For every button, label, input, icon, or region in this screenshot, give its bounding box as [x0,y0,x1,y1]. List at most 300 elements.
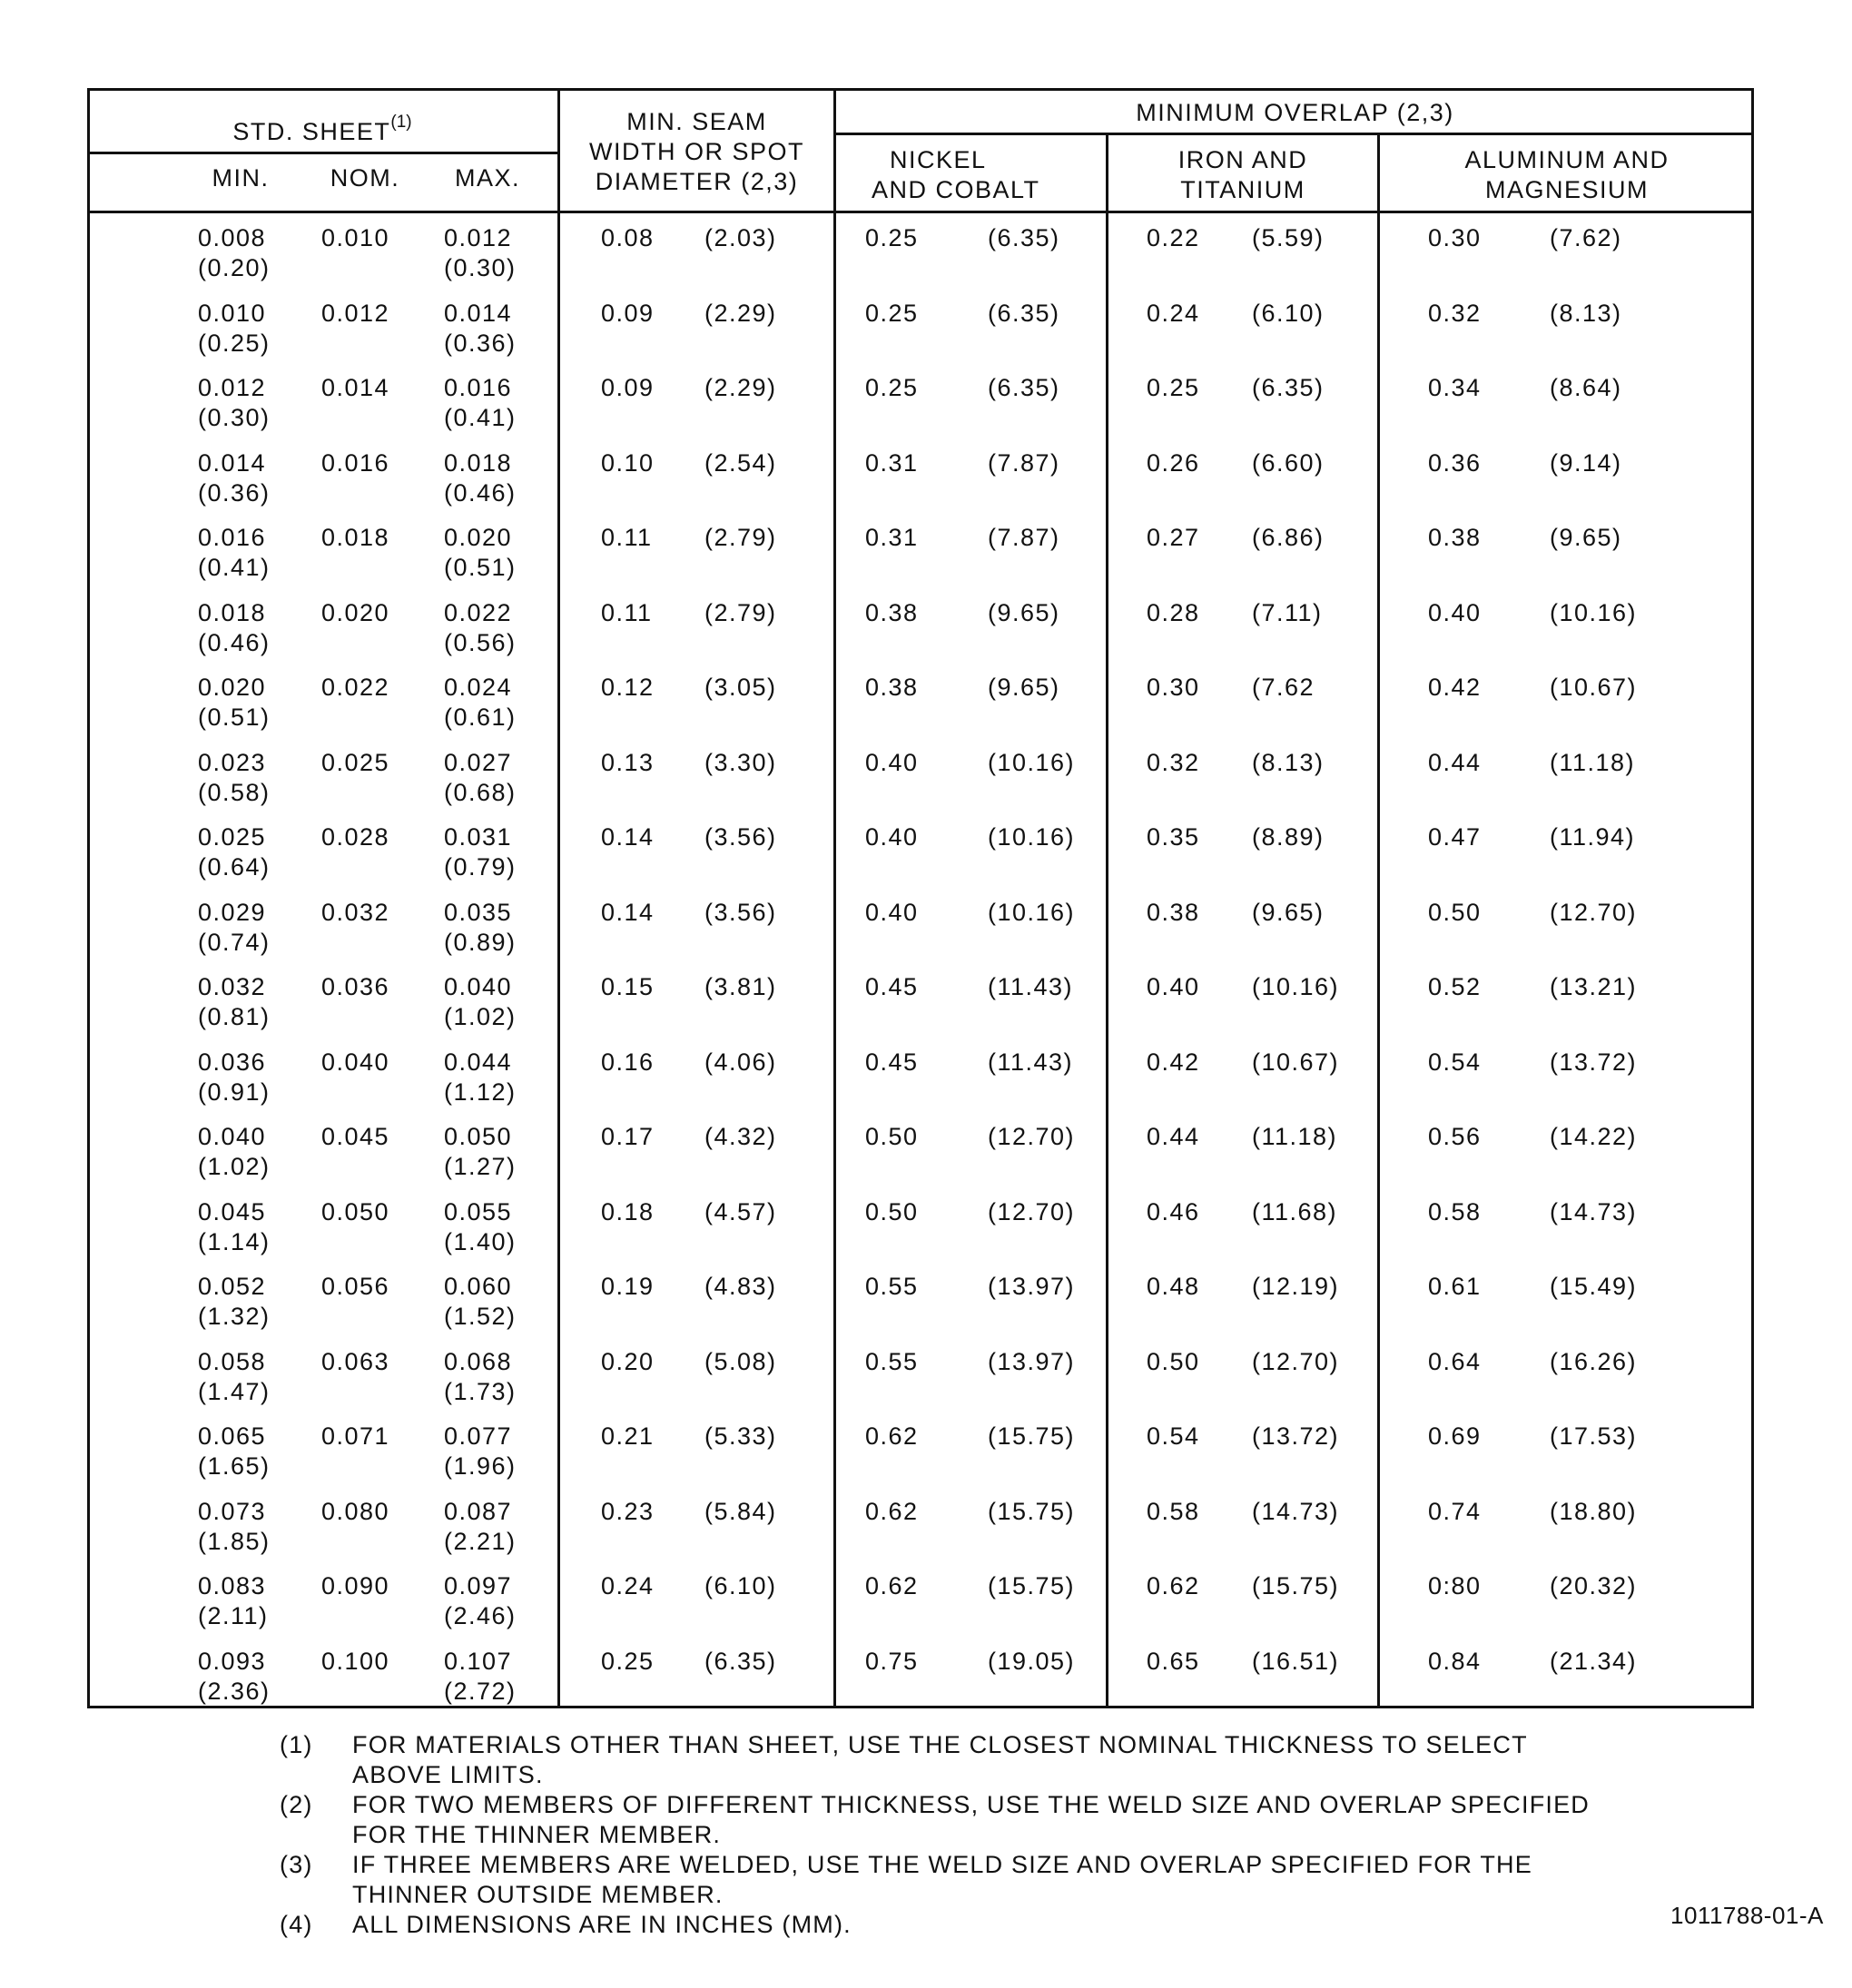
nickel-inch-value: 0.62 [865,1497,919,1525]
iron-mm-value: (12.70) [1252,1347,1340,1375]
nickel-mm-value: (11.43) [988,973,1074,1000]
min-header: MIN. [212,164,270,192]
nickel-inch-value: 0.25 [865,299,919,327]
iron-mm-value: (8.89) [1252,823,1325,851]
aluminum-mm-value: (10.16) [1550,598,1638,626]
seam-mm-value: (3.81) [704,973,777,1000]
max-mm-value: (2.46) [444,1602,517,1629]
nickel-inch-value: 0.38 [865,598,919,626]
seam-mm-value: (4.83) [704,1273,777,1300]
max-mm-value: (0.79) [444,853,517,881]
iron-inch-value: 0.62 [1147,1572,1200,1599]
max-inch-value: 0.018 [444,448,513,477]
min-mm-value: (1.02) [198,1153,271,1180]
min-mm-value: (0.58) [198,778,271,806]
seam-inch-value: 0.11 [601,598,653,626]
footnote-number: (1) [280,1731,313,1758]
seam-mm-value: (2.79) [704,598,777,626]
seam-mm-value: (6.10) [704,1572,777,1599]
aluminum-magnesium-header [1380,145,1754,205]
min-inch-value: 0.040 [198,1123,267,1150]
iron-mm-value: (7.11) [1252,598,1323,626]
max-mm-value: (1.96) [444,1452,517,1480]
max-inch-value: 0.060 [444,1273,513,1300]
max-inch-value: 0.027 [444,748,513,776]
seam-inch-value: 0.09 [601,374,655,401]
aluminum-inch-value: 0.34 [1428,374,1482,401]
iron-inch-value: 0.35 [1147,823,1200,851]
max-mm-value: (0.56) [444,628,517,656]
min-mm-value: (1.14) [198,1227,271,1255]
iron-mm-value: (10.67) [1252,1048,1340,1076]
min-inch-value: 0.010 [198,299,267,327]
aluminum-mm-value: (18.80) [1550,1497,1638,1525]
seam-mm-value: (2.79) [704,524,777,551]
alum-header-line1: ALUMINUM AND [1464,146,1670,173]
header-bottom-rule [87,211,1754,213]
iron-mm-value: (6.60) [1252,448,1325,477]
footnote-text: FOR TWO MEMBERS OF DIFFERENT THICKNESS, USE THE WELD SIZE AND OVERLAP SPECIFIED FOR THE THINNER MEMBER. [352,1791,1591,1848]
nickel-mm-value: (6.35) [988,224,1060,251]
aluminum-mm-value: (9.14) [1550,448,1622,477]
max-inch-value: 0.097 [444,1572,513,1599]
seam-inch-value: 0.16 [601,1048,655,1076]
min-mm-value: (0.64) [198,853,271,881]
aluminum-inch-value: 0.47 [1428,823,1482,851]
max-mm-value: (1.12) [444,1078,517,1106]
aluminum-inch-value: 0.74 [1428,1497,1482,1525]
seam-inch-value: 0.12 [601,674,655,701]
iron-mm-value: (12.19) [1252,1273,1340,1300]
nickel-inch-value: 0.31 [865,524,919,551]
nickel-inch-value: 0.50 [865,1123,919,1150]
header-divider [87,152,557,154]
iron-mm-value: (14.73) [1252,1497,1340,1525]
seam-inch-value: 0.19 [601,1273,655,1300]
nom-inch-value: 0.022 [321,674,390,701]
aluminum-mm-value: (17.53) [1550,1422,1638,1450]
nom-inch-value: 0.012 [321,299,390,327]
aluminum-inch-value: 0.42 [1428,674,1482,701]
max-header: MAX. [454,164,520,192]
max-inch-value: 0.022 [444,598,513,626]
min-mm-value: (0.46) [198,628,271,656]
nickel-inch-value: 0.38 [865,674,919,701]
nickel-mm-value: (9.65) [988,598,1060,626]
aluminum-mm-value: (13.72) [1550,1048,1638,1076]
nickel-mm-value: (11.43) [988,1048,1074,1076]
aluminum-mm-value: (8.13) [1550,299,1622,327]
nickel-inch-value: 0.62 [865,1422,919,1450]
std-sheet-label: STD. SHEET [232,118,391,145]
max-inch-value: 0.040 [444,973,513,1000]
std-sheet-footnote-ref: (1) [390,113,412,132]
max-mm-value: (0.41) [444,404,517,431]
min-mm-value: (1.32) [198,1303,271,1330]
iron-inch-value: 0.38 [1147,898,1200,926]
min-mm-value: (1.65) [198,1452,271,1480]
footnote-1 [280,1730,1696,1790]
minimum-overlap-header: MINIMUM OVERLAP (2,3) [1136,99,1454,126]
nickel-mm-value: (15.75) [988,1572,1076,1599]
seam-mm-value: (3.56) [704,898,777,926]
max-mm-value: (0.61) [444,704,517,731]
min-inch-value: 0.073 [198,1497,267,1525]
max-inch-value: 0.016 [444,374,513,401]
max-mm-value: (1.52) [444,1303,517,1330]
seam-header [560,107,833,197]
column-divider [1106,133,1108,1708]
nickel-inch-value: 0.45 [865,973,919,1000]
min-mm-value: (0.91) [198,1078,271,1106]
nickel-mm-value: (10.16) [988,823,1076,851]
column-divider [833,88,836,1708]
iron-inch-value: 0.46 [1147,1197,1200,1225]
max-mm-value: (2.72) [444,1677,517,1705]
aluminum-inch-value: 0.58 [1428,1197,1482,1225]
nickel-mm-value: (12.70) [988,1123,1076,1150]
aluminum-inch-value: 0.40 [1428,598,1482,626]
nom-inch-value: 0.040 [321,1048,390,1076]
max-mm-value: (2.21) [444,1527,517,1555]
aluminum-mm-value: (14.73) [1550,1197,1638,1225]
nickel-inch-value: 0.40 [865,898,919,926]
min-inch-value: 0.032 [198,973,267,1000]
iron-inch-value: 0.42 [1147,1048,1200,1076]
max-inch-value: 0.020 [444,524,513,551]
nickel-header-line1: NICKEL [890,146,987,173]
nickel-mm-value: (13.97) [988,1273,1076,1300]
nickel-mm-value: (7.87) [988,448,1060,477]
nickel-mm-value: (15.75) [988,1497,1076,1525]
footnote-number: (2) [280,1791,313,1818]
nom-inch-value: 0.050 [321,1197,390,1225]
max-inch-value: 0.014 [444,299,513,327]
max-inch-value: 0.031 [444,823,513,851]
nom-inch-value: 0.056 [321,1273,390,1300]
seam-mm-value: (2.29) [704,299,777,327]
seam-mm-value: (3.56) [704,823,777,851]
header-divider [833,133,1754,135]
aluminum-mm-value: (13.21) [1550,973,1638,1000]
footnote-2 [280,1790,1696,1850]
nom-inch-value: 0.010 [321,224,390,251]
seam-mm-value: (5.84) [704,1497,777,1525]
min-inch-value: 0.029 [198,898,267,926]
iron-inch-value: 0.28 [1147,598,1200,626]
max-mm-value: (0.46) [444,478,517,507]
iron-inch-value: 0.27 [1147,524,1200,551]
seam-inch-value: 0.20 [601,1347,655,1375]
nom-inch-value: 0.032 [321,898,390,926]
aluminum-mm-value: (11.18) [1550,748,1636,776]
footnote-text: ALL DIMENSIONS ARE IN INCHES (MM). [352,1911,852,1938]
nickel-inch-value: 0.31 [865,448,919,477]
nom-inch-value: 0.080 [321,1497,390,1525]
max-mm-value: (0.89) [444,928,517,956]
max-inch-value: 0.024 [444,674,513,701]
seam-mm-value: (3.30) [704,748,777,776]
footnote-number: (3) [280,1851,313,1878]
max-inch-value: 0.068 [444,1347,513,1375]
aluminum-inch-value: 0.30 [1428,224,1482,251]
iron-mm-value: (8.13) [1252,748,1325,776]
iron-inch-value: 0.25 [1147,374,1200,401]
iron-inch-value: 0.48 [1147,1273,1200,1300]
aluminum-inch-value: 0.56 [1428,1123,1482,1150]
min-inch-value: 0.083 [198,1572,267,1599]
max-mm-value: (1.73) [444,1377,517,1405]
max-mm-value: (1.27) [444,1153,517,1180]
max-inch-value: 0.044 [444,1048,513,1076]
seam-header-line1: MIN. SEAM [626,108,767,135]
aluminum-mm-value: (16.26) [1550,1347,1638,1375]
seam-mm-value: (4.06) [704,1048,777,1076]
iron-inch-value: 0.58 [1147,1497,1200,1525]
max-mm-value: (0.36) [444,329,517,357]
iron-mm-value: (15.75) [1252,1572,1340,1599]
aluminum-inch-value: 0.36 [1428,448,1482,477]
nom-inch-value: 0.028 [321,823,390,851]
nom-inch-value: 0.014 [321,374,390,401]
iron-inch-value: 0.32 [1147,748,1200,776]
nickel-inch-value: 0.40 [865,748,919,776]
min-inch-value: 0.065 [198,1422,267,1450]
nom-inch-value: 0.025 [321,748,390,776]
seam-mm-value: (6.35) [704,1647,777,1675]
min-inch-value: 0.093 [198,1647,267,1675]
nom-inch-value: 0.100 [321,1647,390,1675]
min-mm-value: (0.51) [198,704,271,731]
min-inch-value: 0.036 [198,1048,267,1076]
min-mm-value: (0.41) [198,554,271,581]
min-mm-value: (0.30) [198,404,271,431]
seam-inch-value: 0.23 [601,1497,655,1525]
nom-inch-value: 0.045 [321,1123,390,1150]
aluminum-inch-value: 0.54 [1428,1048,1482,1076]
aluminum-inch-value: 0.61 [1428,1273,1482,1300]
seam-inch-value: 0.14 [601,823,655,851]
seam-header-line3: DIAMETER (2,3) [595,168,799,195]
min-inch-value: 0.020 [198,674,267,701]
iron-inch-value: 0.44 [1147,1123,1200,1150]
min-inch-value: 0.016 [198,524,267,551]
nom-inch-value: 0.090 [321,1572,390,1599]
nickel-inch-value: 0.62 [865,1572,919,1599]
seam-mm-value: (5.08) [704,1347,777,1375]
min-inch-value: 0.018 [198,598,267,626]
min-inch-value: 0.052 [198,1273,267,1300]
iron-titanium-header [1108,145,1377,205]
seam-mm-value: (2.54) [704,448,777,477]
nickel-mm-value: (15.75) [988,1422,1076,1450]
iron-mm-value: (9.65) [1252,898,1325,926]
max-mm-value: (0.30) [444,254,517,281]
seam-inch-value: 0.14 [601,898,655,926]
nickel-mm-value: (10.16) [988,748,1076,776]
aluminum-inch-value: 0.69 [1428,1422,1482,1450]
max-inch-value: 0.077 [444,1422,513,1450]
seam-mm-value: (4.32) [704,1123,777,1150]
nom-inch-value: 0.036 [321,973,390,1000]
nickel-mm-value: (13.97) [988,1347,1076,1375]
footnote-4 [280,1910,1696,1940]
min-mm-value: (0.81) [198,1003,271,1030]
iron-inch-value: 0.22 [1147,224,1200,251]
aluminum-inch-value: 0.84 [1428,1647,1482,1675]
alum-header-line2: MAGNESIUM [1484,176,1649,203]
nickel-inch-value: 0.55 [865,1347,919,1375]
seam-inch-value: 0.11 [601,524,653,551]
seam-inch-value: 0.17 [601,1123,655,1150]
min-mm-value: (0.20) [198,254,271,281]
max-inch-value: 0.050 [444,1123,513,1150]
iron-mm-value: (10.16) [1252,973,1340,1000]
nickel-mm-value: (6.35) [988,374,1060,401]
aluminum-inch-value: 0.44 [1428,748,1482,776]
aluminum-mm-value: (20.32) [1550,1572,1638,1599]
nickel-mm-value: (12.70) [988,1197,1076,1225]
nickel-inch-value: 0.25 [865,374,919,401]
iron-mm-value: (7.62 [1252,674,1315,701]
seam-inch-value: 0.24 [601,1572,655,1599]
seam-header-line2: WIDTH OR SPOT [589,138,804,165]
aluminum-mm-value: (11.94) [1550,823,1636,851]
aluminum-inch-value: 0.32 [1428,299,1482,327]
footnotes [280,1730,1696,1940]
iron-mm-value: (11.18) [1252,1123,1338,1150]
seam-inch-value: 0.25 [601,1647,655,1675]
nickel-cobalt-header [872,145,1089,205]
max-inch-value: 0.012 [444,224,513,251]
iron-mm-value: (11.68) [1252,1197,1338,1225]
iron-inch-value: 0.65 [1147,1647,1200,1675]
seam-inch-value: 0.13 [601,748,655,776]
seam-mm-value: (4.57) [704,1197,777,1225]
iron-mm-value: (5.59) [1252,224,1325,251]
nickel-inch-value: 0.25 [865,224,919,251]
aluminum-mm-value: (14.22) [1550,1123,1638,1150]
footnote-3 [280,1850,1696,1910]
max-inch-value: 0.055 [444,1197,513,1225]
nom-inch-value: 0.071 [321,1422,390,1450]
std-sheet-header [87,111,557,147]
nom-inch-value: 0.016 [321,448,390,477]
iron-inch-value: 0.24 [1147,299,1200,327]
column-divider [557,88,560,1708]
nickel-inch-value: 0.55 [865,1273,919,1300]
min-mm-value: (2.11) [198,1602,269,1629]
footnote-number: (4) [280,1911,313,1938]
iron-inch-value: 0.30 [1147,674,1200,701]
max-inch-value: 0.087 [444,1497,513,1525]
iron-inch-value: 0.26 [1147,448,1200,477]
nickel-mm-value: (19.05) [988,1647,1076,1675]
seam-mm-value: (5.33) [704,1422,777,1450]
iron-mm-value: (6.35) [1252,374,1325,401]
aluminum-mm-value: (12.70) [1550,898,1638,926]
min-mm-value: (0.74) [198,928,271,956]
nickel-mm-value: (7.87) [988,524,1060,551]
max-inch-value: 0.035 [444,898,513,926]
seam-inch-value: 0.09 [601,299,655,327]
seam-inch-value: 0.10 [601,448,655,477]
max-inch-value: 0.107 [444,1647,513,1675]
seam-inch-value: 0.18 [601,1197,655,1225]
iron-mm-value: (6.86) [1252,524,1325,551]
seam-inch-value: 0.08 [601,224,655,251]
nom-header: NOM. [330,164,400,192]
column-divider [1377,133,1380,1708]
footnote-text: IF THREE MEMBERS ARE WELDED, USE THE WELD SIZE AND OVERLAP SPECIFIED FOR THE THINNER OUTSIDE MEMBER. [352,1851,1532,1908]
max-mm-value: (1.02) [444,1003,517,1030]
iron-header-line2: TITANIUM [1180,176,1305,203]
seam-inch-value: 0.15 [601,973,655,1000]
seam-inch-value: 0.21 [601,1422,655,1450]
min-mm-value: (1.85) [198,1527,271,1555]
max-mm-value: (1.40) [444,1227,517,1255]
min-mm-value: (0.25) [198,329,271,357]
seam-mm-value: (2.29) [704,374,777,401]
nickel-inch-value: 0.50 [865,1197,919,1225]
nickel-inch-value: 0.75 [865,1647,919,1675]
min-inch-value: 0.008 [198,224,267,251]
footnote-text: FOR MATERIALS OTHER THAN SHEET, USE THE CLOSEST NOMINAL THICKNESS TO SELECT ABOVE LIMITS. [352,1731,1528,1788]
min-inch-value: 0.012 [198,374,267,401]
aluminum-inch-value: 0:80 [1428,1572,1482,1599]
nom-inch-value: 0.020 [321,598,390,626]
max-mm-value: (0.51) [444,554,517,581]
iron-mm-value: (16.51) [1252,1647,1340,1675]
iron-mm-value: (6.10) [1252,299,1325,327]
nom-inch-value: 0.063 [321,1347,390,1375]
iron-mm-value: (13.72) [1252,1422,1340,1450]
document-number: 1011788-01-A [1670,1902,1824,1929]
min-mm-value: (0.36) [198,478,271,507]
min-inch-value: 0.023 [198,748,267,776]
aluminum-mm-value: (9.65) [1550,524,1622,551]
min-mm-value: (1.47) [198,1377,271,1405]
aluminum-mm-value: (21.34) [1550,1647,1638,1675]
nickel-inch-value: 0.40 [865,823,919,851]
nickel-mm-value: (6.35) [988,299,1060,327]
nom-inch-value: 0.018 [321,524,390,551]
aluminum-mm-value: (8.64) [1550,374,1622,401]
min-inch-value: 0.014 [198,448,267,477]
iron-inch-value: 0.54 [1147,1422,1200,1450]
aluminum-mm-value: (15.49) [1550,1273,1638,1300]
aluminum-mm-value: (7.62) [1550,224,1622,251]
aluminum-inch-value: 0.64 [1428,1347,1482,1375]
iron-inch-value: 0.40 [1147,973,1200,1000]
iron-header-line1: IRON AND [1177,146,1308,173]
nickel-mm-value: (9.65) [988,674,1060,701]
min-mm-value: (2.36) [198,1677,271,1705]
min-inch-value: 0.058 [198,1347,267,1375]
nickel-mm-value: (10.16) [988,898,1076,926]
max-mm-value: (0.68) [444,778,517,806]
seam-mm-value: (3.05) [704,674,777,701]
aluminum-inch-value: 0.50 [1428,898,1482,926]
aluminum-mm-value: (10.67) [1550,674,1638,701]
min-inch-value: 0.045 [198,1197,267,1225]
nickel-header-line2: AND COBALT [872,176,1040,203]
min-inch-value: 0.025 [198,823,267,851]
aluminum-inch-value: 0.52 [1428,973,1482,1000]
aluminum-inch-value: 0.38 [1428,524,1482,551]
iron-inch-value: 0.50 [1147,1347,1200,1375]
seam-mm-value: (2.03) [704,224,777,251]
